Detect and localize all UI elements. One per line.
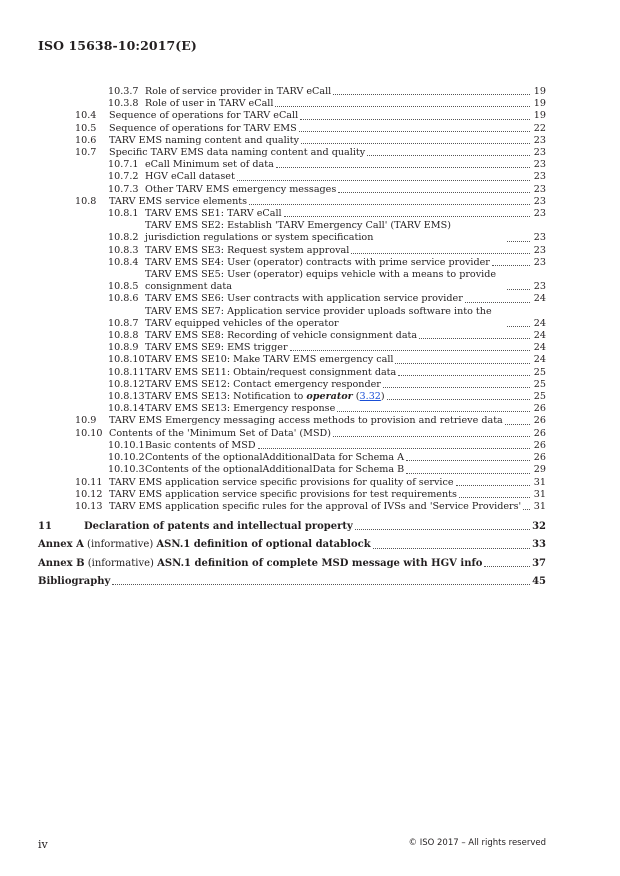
dot-leader bbox=[258, 448, 530, 449]
toc-annex-title-wrap bbox=[38, 539, 532, 551]
toc-entry-title-wrap bbox=[145, 257, 532, 269]
toc-annex-title bbox=[38, 558, 482, 570]
toc-entry[interactable] bbox=[38, 367, 546, 379]
toc-annex-title-wrap bbox=[38, 558, 532, 570]
toc-entry-title bbox=[145, 452, 404, 464]
dot-leader bbox=[406, 473, 530, 474]
toc-entry[interactable] bbox=[38, 269, 546, 293]
toc-entry[interactable] bbox=[38, 428, 546, 440]
table-of-contents bbox=[38, 86, 546, 588]
toc-entry-title bbox=[109, 135, 299, 147]
annex-title: ASN.1 definition of optional datablock bbox=[156, 539, 371, 551]
toc-entry-title bbox=[145, 342, 288, 354]
toc-entry-number: 10.6 bbox=[75, 134, 97, 146]
toc-entry-title-text: TARV EMS SE1: TARV eCall bbox=[145, 208, 282, 220]
toc-entry-number: 10.8.14 bbox=[108, 403, 145, 415]
toc-entry[interactable] bbox=[38, 403, 546, 415]
dot-leader bbox=[492, 265, 530, 266]
toc-entry-title-wrap bbox=[145, 306, 532, 330]
annex-qualifier: (informative) bbox=[83, 539, 157, 551]
toc-entry-page: 31 bbox=[533, 488, 546, 500]
toc-entry[interactable] bbox=[38, 123, 546, 135]
toc-entry-page: 24 bbox=[533, 342, 546, 354]
toc-entry-title-wrap bbox=[145, 159, 532, 171]
toc-entry[interactable] bbox=[38, 98, 546, 110]
toc-entry-number: 10.8.5 bbox=[108, 281, 139, 293]
dot-leader bbox=[387, 399, 530, 400]
toc-entry-title-text: TARV EMS application service specific provisions for test requirements bbox=[109, 488, 457, 500]
toc-bibliography-title-wrap bbox=[38, 576, 532, 588]
dot-leader bbox=[351, 253, 530, 254]
toc-entry-title bbox=[145, 269, 505, 293]
toc-entry[interactable] bbox=[38, 184, 546, 196]
toc-entry[interactable] bbox=[38, 171, 546, 183]
dot-leader bbox=[459, 497, 530, 498]
dot-leader bbox=[383, 387, 530, 388]
toc-entry-title-wrap bbox=[145, 464, 532, 476]
toc-entry-title-text: TARV EMS naming content and quality bbox=[109, 134, 300, 146]
dot-leader bbox=[465, 302, 530, 303]
toc-entry-title bbox=[109, 123, 297, 135]
toc-entry-title-wrap bbox=[145, 98, 532, 110]
annex-title: ASN.1 definition of complete MSD message with HGV info bbox=[157, 557, 483, 569]
toc-entry-title-wrap bbox=[145, 342, 532, 354]
toc-entry-number: 10.10.3 bbox=[108, 464, 145, 476]
dot-leader bbox=[333, 436, 530, 437]
toc-entry[interactable] bbox=[38, 147, 546, 159]
dot-leader bbox=[237, 180, 530, 181]
toc-entry-title bbox=[145, 257, 490, 269]
dot-leader bbox=[299, 131, 530, 132]
dot-leader bbox=[419, 338, 530, 339]
toc-entry[interactable] bbox=[38, 415, 546, 427]
toc-entry-page: 23 bbox=[533, 134, 546, 146]
toc-entry-page: 23 bbox=[533, 147, 546, 159]
toc-entry[interactable] bbox=[38, 196, 546, 208]
toc-entry[interactable] bbox=[38, 220, 546, 244]
toc-entry-number: 10.8.6 bbox=[108, 293, 139, 305]
toc-entry-title-text: TARV EMS SE13: Emergency response bbox=[145, 403, 336, 415]
dot-leader bbox=[373, 548, 530, 549]
document-id: ISO 15638-10:2017(E) bbox=[38, 38, 197, 53]
toc-entry-title bbox=[145, 98, 273, 110]
toc-entry-title-text: TARV EMS application specific rules for the approval of IVSs and 'Service Providers' bbox=[109, 500, 522, 512]
toc-entry-title bbox=[145, 159, 274, 171]
toc-entry[interactable] bbox=[38, 159, 546, 171]
toc-entry-page: 25 bbox=[533, 366, 546, 378]
toc-entry[interactable] bbox=[38, 110, 546, 122]
toc-entry-title-text: TARV EMS SE9: EMS trigger bbox=[145, 342, 288, 354]
toc-entry-title bbox=[145, 306, 505, 330]
page-number: iv bbox=[38, 838, 48, 851]
toc-entry-title-wrap bbox=[145, 391, 532, 403]
toc-entry-title bbox=[145, 208, 282, 220]
toc-entry-title bbox=[109, 110, 298, 122]
toc-entry-title-text: eCall Minimum set of data bbox=[145, 159, 274, 171]
toc-entry-title-wrap bbox=[109, 477, 532, 489]
term-reference-link[interactable]: 3.32 bbox=[359, 391, 381, 403]
toc-section-number: 11 bbox=[38, 521, 52, 533]
dot-leader bbox=[355, 529, 530, 530]
toc-entry-title-text: TARV EMS service elements bbox=[109, 195, 248, 207]
toc-entry-page: 24 bbox=[533, 317, 546, 329]
toc-entry-title bbox=[109, 501, 521, 513]
toc-entry-number: 10.8.12 bbox=[108, 378, 145, 390]
toc-entry-title-wrap bbox=[145, 330, 532, 342]
toc-entry-title-text: TARV EMS SE6: User contracts with application service provider bbox=[145, 293, 463, 305]
toc-entry-title-wrap bbox=[109, 147, 532, 159]
toc-entry-title-wrap bbox=[145, 354, 532, 366]
page-footer bbox=[38, 838, 546, 851]
toc-entry-title-wrap bbox=[109, 428, 532, 440]
toc-entry-page: 23 bbox=[533, 232, 546, 244]
toc-entry-number: 10.3.8 bbox=[108, 98, 139, 110]
toc-entry-page: 25 bbox=[533, 391, 546, 403]
toc-entry-number: 10.13 bbox=[75, 500, 103, 512]
toc-annex-page: 37 bbox=[532, 557, 546, 569]
toc-entry-title-text: TARV EMS SE2: Establish 'TARV Emergency Call' (TARV EMS) jurisdiction regulations or system specification bbox=[145, 220, 451, 244]
toc-entry-page: 26 bbox=[533, 427, 546, 439]
toc-entry-title-text: TARV EMS SE4: User (operator) contracts with prime service provider bbox=[145, 256, 490, 268]
toc-entry-page: 25 bbox=[533, 378, 546, 390]
toc-entry-title bbox=[145, 403, 335, 415]
toc-entry-title bbox=[109, 477, 454, 489]
toc-entry-page: 24 bbox=[533, 330, 546, 342]
toc-entry-title-text: Contents of the optionalAdditionalData for Schema B bbox=[145, 464, 405, 476]
dot-leader bbox=[507, 326, 530, 327]
dot-leader bbox=[276, 167, 530, 168]
toc-entry-title-wrap bbox=[145, 293, 532, 305]
toc-entry-title-text: Sequence of operations for TARV eCall bbox=[109, 110, 299, 122]
toc-entry-title bbox=[145, 184, 336, 196]
toc-entry-title bbox=[109, 489, 457, 501]
toc-entry-title-wrap bbox=[109, 196, 532, 208]
toc-entry-number: 10.7.3 bbox=[108, 183, 139, 195]
toc-entry-page: 19 bbox=[533, 98, 546, 110]
bibliography-page: 45 bbox=[532, 575, 546, 587]
toc-entry-title-text: Role of user in TARV eCall bbox=[145, 98, 274, 110]
toc-entry-title-wrap bbox=[145, 171, 532, 183]
toc-entry[interactable] bbox=[38, 391, 546, 403]
toc-entry-title bbox=[145, 440, 256, 452]
toc-entry-number: 10.10 bbox=[75, 427, 103, 439]
toc-entry-number: 10.8.10 bbox=[108, 354, 145, 366]
toc-entry-number: 10.8.3 bbox=[108, 244, 139, 256]
toc-entry[interactable] bbox=[38, 489, 546, 501]
toc-entry-title-wrap bbox=[109, 110, 532, 122]
toc-entry-title-text: Specific TARV EMS data naming content and quality bbox=[109, 147, 366, 159]
toc-entry-title-wrap bbox=[109, 489, 532, 501]
toc-entry-number: 10.7 bbox=[75, 147, 97, 159]
toc-entry-title-text: TARV EMS SE8: Recording of vehicle consignment data bbox=[145, 330, 418, 342]
toc-entry-page: 26 bbox=[533, 415, 546, 427]
toc-entry-title-text: TARV EMS SE10: Make TARV EMS emergency call bbox=[145, 354, 394, 366]
toc-entry-title-text: TARV EMS SE7: Application service provider uploads software into the TARV equipped vehicles of the operator bbox=[145, 305, 492, 329]
dot-leader bbox=[275, 106, 530, 107]
toc-entry-title-text: Basic contents of MSD bbox=[145, 439, 256, 451]
dot-leader bbox=[456, 485, 530, 486]
toc-entry-title-wrap bbox=[109, 123, 532, 135]
toc-entry-title-text: Contents of the 'Minimum Set of Data' (MSD) bbox=[109, 427, 331, 439]
toc-entry-page: 19 bbox=[533, 86, 546, 97]
toc-entry-title-text: TARV EMS SE12: Contact emergency responder bbox=[145, 378, 381, 390]
dot-leader bbox=[301, 143, 530, 144]
toc-entry[interactable] bbox=[38, 257, 546, 269]
dot-leader bbox=[505, 424, 530, 425]
toc-entry-title-wrap bbox=[145, 184, 532, 196]
toc-entry-page: 26 bbox=[533, 403, 546, 415]
toc-section-title-wrap bbox=[84, 521, 532, 533]
toc-entry-number: 10.8 bbox=[75, 195, 97, 207]
toc-entry-page: 19 bbox=[533, 110, 546, 122]
toc-entry-title-wrap bbox=[145, 220, 532, 244]
toc-entry-title bbox=[145, 367, 396, 379]
toc-entry-title-wrap bbox=[145, 269, 532, 293]
toc-entry-title bbox=[145, 86, 331, 98]
toc-entry-title-text: HGV eCall dataset bbox=[145, 171, 235, 183]
toc-entry[interactable] bbox=[38, 354, 546, 366]
dot-leader bbox=[333, 94, 530, 95]
toc-entry-title bbox=[109, 196, 247, 208]
toc-entry-number: 10.8.1 bbox=[108, 208, 139, 220]
toc-entry-title bbox=[145, 220, 505, 244]
dot-leader bbox=[523, 509, 530, 510]
toc-entry-page: 26 bbox=[533, 452, 546, 464]
toc-entry[interactable] bbox=[38, 452, 546, 464]
toc-entry-title-text: TARV EMS Emergency messaging access methods to provision and retrieve data bbox=[109, 415, 503, 427]
toc-entry-page: 23 bbox=[533, 183, 546, 195]
toc-entry-title bbox=[145, 330, 417, 342]
toc-entry-number: 10.8.7 bbox=[108, 317, 139, 329]
toc-entry-page: 24 bbox=[533, 354, 546, 366]
toc-entry[interactable] bbox=[38, 245, 546, 257]
toc-entry-page: 23 bbox=[533, 171, 546, 183]
toc-annex[interactable] bbox=[38, 539, 546, 551]
toc-entry-number: 10.9 bbox=[75, 415, 97, 427]
toc-entry-title-text: Sequence of operations for TARV EMS bbox=[109, 122, 297, 134]
toc-entry-page: 24 bbox=[533, 293, 546, 305]
toc-entry-title-wrap bbox=[109, 135, 532, 147]
dot-leader bbox=[507, 289, 530, 290]
toc-entry-title-wrap bbox=[145, 367, 532, 379]
dot-leader bbox=[398, 375, 530, 376]
dot-leader bbox=[290, 350, 530, 351]
toc-entry-title-wrap bbox=[145, 452, 532, 464]
toc-entry-title bbox=[109, 147, 365, 159]
toc-entry-title bbox=[145, 464, 404, 476]
toc-entry-number: 10.7.1 bbox=[108, 159, 139, 171]
dot-leader bbox=[337, 411, 530, 412]
annex-label: Annex A bbox=[38, 539, 84, 551]
toc-entry-title-text: TARV EMS SE5: User (operator) equips vehicle with a means to provide consignment data bbox=[145, 269, 497, 293]
bibliography-title: Bibliography bbox=[38, 575, 111, 587]
toc-entry-title-wrap bbox=[145, 86, 532, 98]
toc-entry-title-wrap bbox=[145, 440, 532, 452]
toc-section-page: 32 bbox=[532, 521, 546, 533]
toc-entry-page: 29 bbox=[533, 464, 546, 476]
toc-entry-title-wrap bbox=[145, 379, 532, 391]
toc-entry-number: 10.12 bbox=[75, 488, 103, 500]
toc-entry-number: 10.8.13 bbox=[108, 391, 145, 403]
toc-entry-title-wrap bbox=[145, 245, 532, 257]
dot-leader bbox=[284, 216, 530, 217]
toc-entry-title bbox=[145, 379, 381, 391]
dot-leader bbox=[507, 241, 530, 242]
toc-entry[interactable] bbox=[38, 464, 546, 476]
dot-leader bbox=[484, 566, 530, 567]
toc-bibliography[interactable] bbox=[38, 576, 546, 588]
annex-label: Annex B bbox=[38, 557, 85, 569]
toc-entry-title bbox=[145, 171, 235, 183]
annex-qualifier: (informative) bbox=[84, 557, 158, 569]
toc-entry-number: 10.8.4 bbox=[108, 256, 139, 268]
dot-leader bbox=[406, 460, 530, 461]
toc-entry-title-text: Contents of the optionalAdditionalData for Schema A bbox=[145, 452, 405, 464]
toc-entry-number: 10.10.2 bbox=[108, 452, 145, 464]
toc-entry-number: 10.5 bbox=[75, 122, 97, 134]
toc-entry-page: 31 bbox=[533, 500, 546, 512]
dot-leader bbox=[338, 192, 530, 193]
toc-entry[interactable] bbox=[38, 293, 546, 305]
toc-entry-title bbox=[145, 293, 463, 305]
toc-entry[interactable] bbox=[38, 440, 546, 452]
toc-entry-title-text: Other TARV EMS emergency messages bbox=[145, 183, 337, 195]
toc-entry-title-text: TARV EMS SE13: Notification to bbox=[145, 391, 307, 403]
toc-entry-number: 10.3.7 bbox=[108, 86, 139, 97]
toc-entry-title-text: TARV EMS SE3: Request system approval bbox=[145, 244, 350, 256]
toc-entry-emphasis: operator bbox=[306, 391, 353, 403]
toc-entry-title-wrap bbox=[109, 415, 532, 427]
toc-entry-number: 10.4 bbox=[75, 110, 97, 122]
toc-entry-number: 10.11 bbox=[75, 476, 103, 488]
toc-entry-number: 10.8.8 bbox=[108, 330, 139, 342]
toc-entry-number: 10.10.1 bbox=[108, 439, 145, 451]
dot-leader bbox=[367, 155, 530, 156]
toc-entry-title bbox=[145, 354, 393, 366]
toc-annex-title bbox=[38, 539, 371, 551]
toc-entry[interactable] bbox=[38, 208, 546, 220]
dot-leader bbox=[395, 363, 530, 364]
toc-entry[interactable] bbox=[38, 86, 546, 98]
toc-entry-title-text: TARV EMS application service specific provisions for quality of service bbox=[109, 476, 454, 488]
toc-entry-page: 31 bbox=[533, 476, 546, 488]
toc-entry-title-wrap bbox=[109, 501, 532, 513]
toc-entry-title bbox=[109, 428, 331, 440]
toc-annex[interactable] bbox=[38, 558, 546, 570]
toc-entry[interactable] bbox=[38, 330, 546, 342]
toc-entry-title-text: TARV EMS SE11: Obtain/request consignment data bbox=[145, 366, 397, 378]
toc-entry[interactable] bbox=[38, 501, 546, 513]
toc-entry-title-wrap bbox=[145, 208, 532, 220]
toc-entry-page: 26 bbox=[533, 439, 546, 451]
toc-entry[interactable] bbox=[38, 379, 546, 391]
toc-entry-title bbox=[109, 415, 503, 427]
toc-entry-number: 10.8.2 bbox=[108, 232, 139, 244]
toc-entry[interactable] bbox=[38, 135, 546, 147]
toc-entry-title: TARV EMS SE13: Notification to operator (3.32) bbox=[145, 391, 385, 403]
toc-entry-page: 23 bbox=[533, 208, 546, 220]
toc-entry-title-wrap bbox=[145, 403, 532, 415]
toc-entry-page: 23 bbox=[533, 281, 546, 293]
toc-entry[interactable] bbox=[38, 342, 546, 354]
toc-entry-title-text: Role of service provider in TARV eCall bbox=[145, 86, 332, 97]
toc-entry-number: 10.7.2 bbox=[108, 171, 139, 183]
toc-entry-number: 10.8.11 bbox=[108, 366, 145, 378]
toc-entry-page: 23 bbox=[533, 195, 546, 207]
toc-entry-number: 10.8.9 bbox=[108, 342, 139, 354]
toc-entry-page: 23 bbox=[533, 244, 546, 256]
dot-leader bbox=[249, 204, 530, 205]
dot-leader bbox=[300, 119, 530, 120]
toc-entry[interactable] bbox=[38, 306, 546, 330]
toc-entry-title bbox=[145, 245, 349, 257]
dot-leader bbox=[112, 584, 530, 585]
toc-annex-page: 33 bbox=[532, 539, 546, 551]
toc-entry-page: 23 bbox=[533, 256, 546, 268]
toc-entry[interactable] bbox=[38, 477, 546, 489]
toc-section-title: Declaration of patents and intellectual property bbox=[84, 521, 353, 533]
toc-entry-page: 23 bbox=[533, 159, 546, 171]
copyright-notice: © ISO 2017 – All rights reserved bbox=[408, 838, 546, 848]
toc-section-11[interactable] bbox=[38, 521, 546, 533]
toc-entry-page: 22 bbox=[533, 122, 546, 134]
